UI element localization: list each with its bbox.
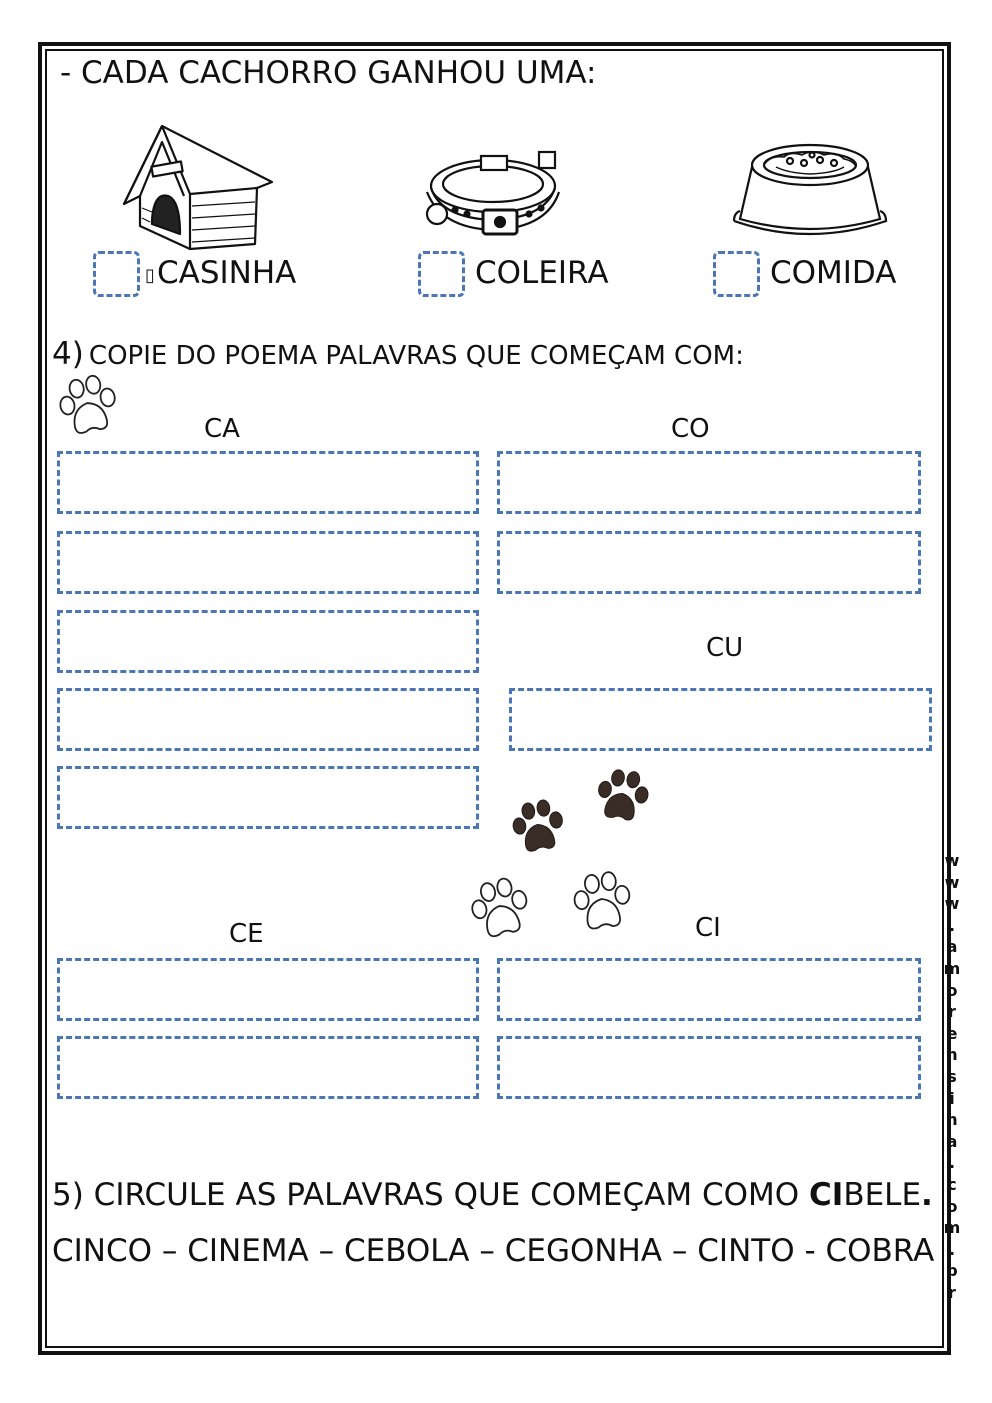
coleira-checkbox[interactable] bbox=[418, 251, 465, 297]
q4-number: 4) bbox=[52, 336, 84, 372]
ca-answer-box-3[interactable] bbox=[57, 610, 479, 673]
group-label-cu: CU bbox=[706, 633, 744, 663]
paw-print-icon bbox=[567, 869, 637, 937]
q4-text: COPIE DO POEMA PALAVRAS QUE COMEÇAM COM: bbox=[88, 341, 744, 371]
q5-bold-syllable: CI bbox=[809, 1177, 844, 1213]
ce-answer-box-2[interactable] bbox=[57, 1036, 479, 1099]
doghouse-icon bbox=[122, 124, 280, 252]
website-watermark: w w w . a m o r e n s i n a . c o m . b r bbox=[943, 851, 961, 1302]
casinha-label: CASINHA bbox=[157, 255, 297, 291]
ca-answer-box-4[interactable] bbox=[57, 688, 479, 751]
q5-instruction bbox=[52, 1177, 933, 1213]
ci-answer-box-1[interactable] bbox=[497, 958, 921, 1021]
ci-answer-box-2[interactable] bbox=[497, 1036, 921, 1099]
paw-print-icon bbox=[51, 371, 125, 443]
food-bowl-icon bbox=[730, 143, 888, 245]
co-answer-box-1[interactable] bbox=[497, 451, 921, 514]
casinha-checkbox[interactable] bbox=[93, 251, 140, 297]
comida-checkbox[interactable] bbox=[713, 251, 760, 297]
co-answer-box-2[interactable] bbox=[497, 531, 921, 594]
paw-print-icon bbox=[588, 764, 657, 830]
cu-answer-box-1[interactable] bbox=[509, 688, 932, 751]
comida-label: COMIDA bbox=[770, 255, 897, 291]
ca-answer-box-1[interactable] bbox=[57, 451, 479, 514]
q5-prefix: 5) CIRCULE AS PALAVRAS QUE COMEÇAM COMO bbox=[52, 1177, 810, 1213]
group-label-ce: CE bbox=[229, 919, 264, 949]
group-label-ca: CA bbox=[204, 414, 240, 444]
paw-print-icon bbox=[462, 873, 537, 947]
ce-answer-box-1[interactable] bbox=[57, 958, 479, 1021]
ca-answer-box-5[interactable] bbox=[57, 766, 479, 829]
casinha-missing-glyph: ▯ bbox=[145, 265, 155, 286]
q5-suffix: BELE bbox=[843, 1177, 922, 1213]
group-label-ci: CI bbox=[695, 913, 721, 943]
q4-title bbox=[52, 336, 744, 372]
coleira-label: COLEIRA bbox=[475, 255, 609, 291]
q5-word-list: CINCO – CINEMA – CEBOLA – CEGONHA – CINTO - COBRA bbox=[52, 1233, 935, 1269]
paw-print-icon bbox=[504, 796, 571, 860]
group-label-co: CO bbox=[671, 414, 710, 444]
intro-text: - CADA CACHORRO GANHOU UMA: bbox=[60, 55, 597, 91]
q5-period: . bbox=[921, 1177, 933, 1213]
dog-collar-icon bbox=[421, 148, 561, 240]
ca-answer-box-2[interactable] bbox=[57, 531, 479, 594]
